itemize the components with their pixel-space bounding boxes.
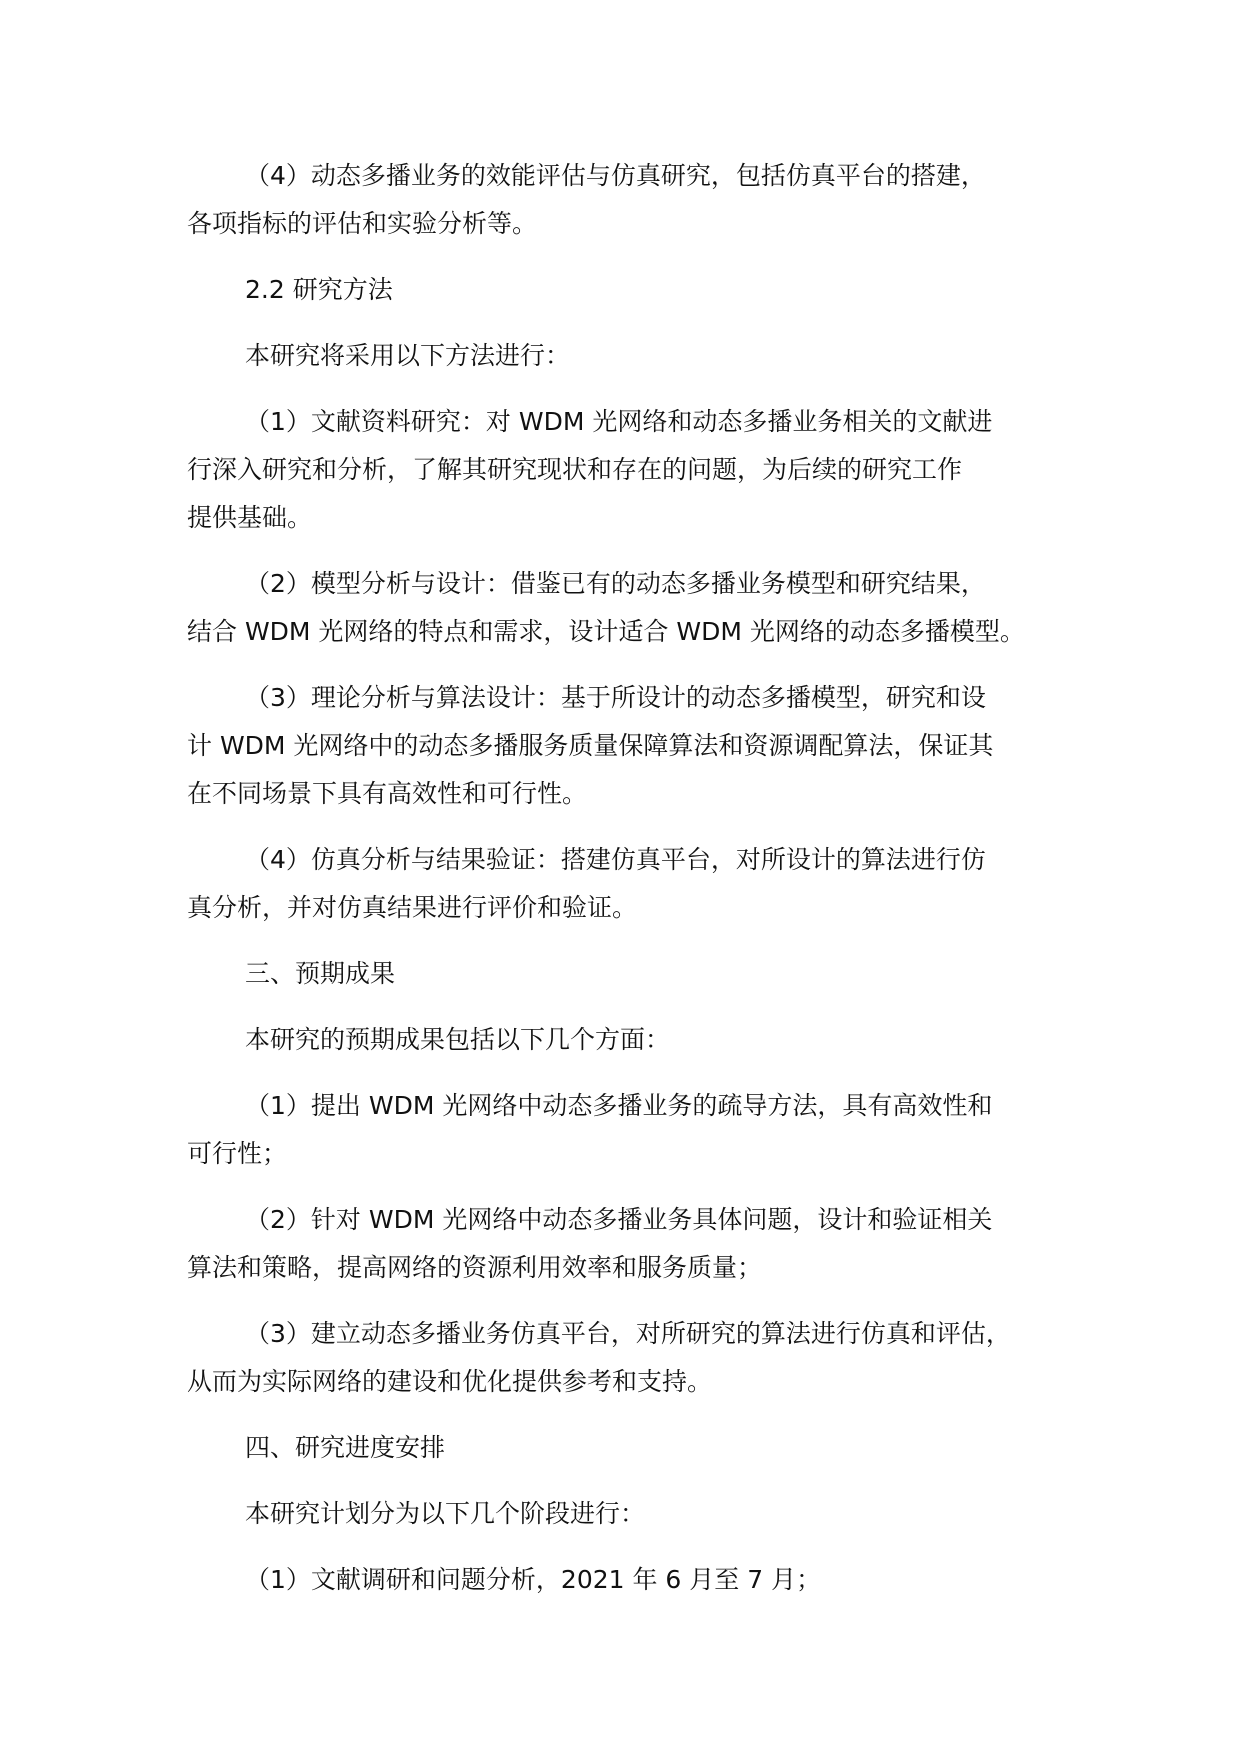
text-line: 算法和策略，提高网络的资源利用效率和服务质量； [187,1253,763,1282]
document-body [187,152,1077,1622]
text-line: （1）文献资料研究：对 WDM 光网络和动态多播业务相关的文献进 [245,407,993,436]
method-item-1 [187,398,1077,542]
text-line: 三、预期成果 [245,959,396,988]
text-line: （3）建立动态多播业务仿真平台，对所研究的算法进行仿真和评估， [245,1319,1011,1348]
text-line: 真分析，并对仿真结果进行评价和验证。 [187,893,638,922]
section-heading-2-2 [187,266,1077,314]
text-line: 可行性； [187,1139,288,1168]
text-line: 计 WDM 光网络中的动态多播服务质量保障算法和资源调配算法，保证其 [187,731,994,760]
section-heading-4 [187,1424,1077,1472]
list-item-4-evaluation [187,152,1077,248]
text-line: 本研究将采用以下方法进行： [245,341,571,370]
text-line: 从而为实际网络的建设和优化提供参考和支持。 [187,1367,713,1396]
result-item-1 [187,1082,1077,1178]
text-line: （4）仿真分析与结果验证：搭建仿真平台，对所设计的算法进行仿 [245,845,986,874]
text-line: 在不同场景下具有高效性和可行性。 [187,779,588,808]
text-line: （4）动态多播业务的效能评估与仿真研究，包括仿真平台的搭建， [245,161,986,190]
text-line: 本研究计划分为以下几个阶段进行： [245,1499,646,1528]
text-line: 本研究的预期成果包括以下几个方面： [245,1025,671,1054]
schedule-intro [187,1490,1077,1538]
text-line: （3）理论分析与算法设计：基于所设计的动态多播模型，研究和设 [245,683,986,712]
method-item-2 [187,560,1077,656]
text-line: 行深入研究和分析，了解其研究现状和存在的问题，为后续的研究工作 [187,455,963,484]
methods-intro [187,332,1077,380]
method-item-4 [187,836,1077,932]
text-line: （1）提出 WDM 光网络中动态多播业务的疏导方法，具有高效性和 [245,1091,993,1120]
result-item-2 [187,1196,1077,1292]
text-line: 2.2 研究方法 [245,275,393,304]
text-line: （2）模型分析与设计：借鉴已有的动态多播业务模型和研究结果， [245,569,986,598]
schedule-item-1 [187,1556,1077,1604]
result-item-3 [187,1310,1077,1406]
text-line: （2）针对 WDM 光网络中动态多播业务具体问题，设计和验证相关 [245,1205,993,1234]
text-line: （1）文献调研和问题分析，2021 年 6 月至 7 月； [245,1565,822,1594]
method-item-3 [187,674,1077,818]
text-line: 提供基础。 [187,503,313,532]
text-line: 各项指标的评估和实验分析等。 [187,209,538,238]
results-intro [187,1016,1077,1064]
section-heading-3 [187,950,1077,998]
text-line: 四、研究进度安排 [245,1433,446,1462]
text-line: 结合 WDM 光网络的特点和需求，设计适合 WDM 光网络的动态多播模型。 [187,617,1025,646]
